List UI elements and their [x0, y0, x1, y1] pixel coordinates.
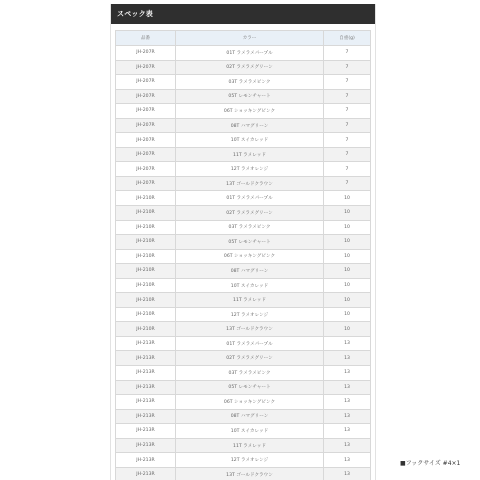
- table-row: [116, 249, 371, 264]
- cell-weight: 10: [324, 235, 371, 250]
- cell-weight: 7: [324, 176, 371, 191]
- cell-part-number: JH-207R: [116, 147, 176, 162]
- cell-part-number: JH-207R: [116, 104, 176, 119]
- cell-color: 03T ラメラメピンク: [176, 75, 324, 90]
- cell-color: 03T ラメラメピンク: [176, 366, 324, 381]
- cell-weight: 10: [324, 206, 371, 221]
- cell-part-number: JH-210R: [116, 235, 176, 250]
- table-row: [116, 438, 371, 453]
- cell-weight: 13: [324, 336, 371, 351]
- cell-part-number: JH-207R: [116, 60, 176, 75]
- cell-part-number: JH-210R: [116, 307, 176, 322]
- cell-color: 10T スイカレッド: [176, 278, 324, 293]
- cell-part-number: JH-213R: [116, 395, 176, 410]
- cell-weight: 10: [324, 220, 371, 235]
- table-row: [116, 380, 371, 395]
- cell-part-number: JH-207R: [116, 89, 176, 104]
- cell-color: 12T ラメオレンジ: [176, 162, 324, 177]
- cell-color: 13T ゴールドクラウン: [176, 322, 324, 337]
- cell-weight: 7: [324, 75, 371, 90]
- table-row: [116, 351, 371, 366]
- cell-part-number: JH-213R: [116, 336, 176, 351]
- cell-color: 06T ショッキングピンク: [176, 104, 324, 119]
- table-row: [116, 89, 371, 104]
- cell-weight: 7: [324, 133, 371, 148]
- cell-color: 08T ハマグリーン: [176, 409, 324, 424]
- cell-weight: 13: [324, 409, 371, 424]
- cell-part-number: JH-210R: [116, 264, 176, 279]
- cell-weight: 7: [324, 162, 371, 177]
- cell-color: 13T ゴールドクラウン: [176, 467, 324, 480]
- table-row: [116, 162, 371, 177]
- table-row: [116, 336, 371, 351]
- cell-part-number: JH-210R: [116, 278, 176, 293]
- table-row: [116, 366, 371, 381]
- cell-color: 10T スイカレッド: [176, 133, 324, 148]
- cell-part-number: JH-213R: [116, 424, 176, 439]
- table-row: [116, 235, 371, 250]
- header-weight: 自重(g): [324, 31, 371, 46]
- table-row: [116, 60, 371, 75]
- cell-part-number: JH-207R: [116, 118, 176, 133]
- cell-weight: 13: [324, 366, 371, 381]
- cell-weight: 13: [324, 395, 371, 410]
- cell-weight: 13: [324, 351, 371, 366]
- cell-weight: 7: [324, 118, 371, 133]
- cell-color: 12T ラメオレンジ: [176, 307, 324, 322]
- cell-color: 08T ハマグリーン: [176, 118, 324, 133]
- table-row: [116, 467, 371, 480]
- table-row: [116, 220, 371, 235]
- table-row: [116, 118, 371, 133]
- cell-color: 02T ラメラメグリーン: [176, 60, 324, 75]
- cell-weight: 7: [324, 89, 371, 104]
- cell-part-number: JH-210R: [116, 322, 176, 337]
- cell-part-number: JH-210R: [116, 293, 176, 308]
- cell-color: 05T レモンチャート: [176, 380, 324, 395]
- cell-color: 13T ゴールドクラウン: [176, 176, 324, 191]
- cell-weight: 7: [324, 46, 371, 61]
- header-color: カラー: [176, 31, 324, 46]
- cell-weight: 10: [324, 322, 371, 337]
- cell-color: 01T ラメラメパープル: [176, 46, 324, 61]
- cell-color: 06T ショッキングピンク: [176, 395, 324, 410]
- cell-color: 11T ラメレッド: [176, 293, 324, 308]
- cell-color: 02T ラメラメグリーン: [176, 206, 324, 221]
- cell-weight: 7: [324, 104, 371, 119]
- cell-weight: 13: [324, 424, 371, 439]
- table-row: [116, 147, 371, 162]
- table-body: [116, 46, 371, 480]
- cell-weight: 7: [324, 60, 371, 75]
- table-row: [116, 75, 371, 90]
- table-row: [116, 176, 371, 191]
- cell-part-number: JH-210R: [116, 220, 176, 235]
- cell-part-number: JH-213R: [116, 366, 176, 381]
- cell-weight: 7: [324, 147, 371, 162]
- cell-weight: 10: [324, 293, 371, 308]
- spec-table: [115, 30, 371, 480]
- table-row: [116, 133, 371, 148]
- cell-weight: 10: [324, 264, 371, 279]
- cell-part-number: JH-213R: [116, 351, 176, 366]
- header-part-number: 品番: [116, 31, 176, 46]
- table-row: [116, 206, 371, 221]
- table-row: [116, 395, 371, 410]
- cell-weight: 10: [324, 249, 371, 264]
- cell-color: 05T レモンチャート: [176, 89, 324, 104]
- cell-color: 03T ラメラメピンク: [176, 220, 324, 235]
- table-row: [116, 293, 371, 308]
- cell-part-number: JH-210R: [116, 191, 176, 206]
- cell-color: 11T ラメレッド: [176, 438, 324, 453]
- cell-color: 12T ラメオレンジ: [176, 453, 324, 468]
- cell-part-number: JH-207R: [116, 46, 176, 61]
- table-row: [116, 104, 371, 119]
- cell-part-number: JH-207R: [116, 176, 176, 191]
- cell-weight: 13: [324, 438, 371, 453]
- table-row: [116, 307, 371, 322]
- table-row: [116, 453, 371, 468]
- table-row: [116, 409, 371, 424]
- table-row: [116, 46, 371, 61]
- cell-color: 02T ラメラメグリーン: [176, 351, 324, 366]
- cell-part-number: JH-210R: [116, 249, 176, 264]
- cell-part-number: JH-213R: [116, 453, 176, 468]
- cell-weight: 13: [324, 453, 371, 468]
- cell-color: 08T ハマグリーン: [176, 264, 324, 279]
- cell-weight: 10: [324, 307, 371, 322]
- table-row: [116, 278, 371, 293]
- table-row: [116, 424, 371, 439]
- spec-title: スペック表: [111, 4, 375, 24]
- hook-size-note: ■フックサイズ #4×1: [400, 460, 461, 467]
- cell-color: 06T ショッキングピンク: [176, 249, 324, 264]
- table-header-row: [116, 31, 371, 46]
- cell-part-number: JH-207R: [116, 133, 176, 148]
- cell-part-number: JH-207R: [116, 75, 176, 90]
- cell-color: 10T スイカレッド: [176, 424, 324, 439]
- cell-weight: 10: [324, 191, 371, 206]
- cell-part-number: JH-213R: [116, 438, 176, 453]
- cell-color: 01T ラメラメパープル: [176, 191, 324, 206]
- cell-color: 05T レモンチャート: [176, 235, 324, 250]
- cell-part-number: JH-210R: [116, 206, 176, 221]
- cell-part-number: JH-213R: [116, 467, 176, 480]
- cell-weight: 10: [324, 278, 371, 293]
- table-row: [116, 264, 371, 279]
- spec-panel: [110, 4, 376, 480]
- cell-color: 11T ラメレッド: [176, 147, 324, 162]
- table-row: [116, 191, 371, 206]
- cell-part-number: JH-213R: [116, 409, 176, 424]
- cell-part-number: JH-213R: [116, 380, 176, 395]
- cell-part-number: JH-207R: [116, 162, 176, 177]
- cell-color: 01T ラメラメパープル: [176, 336, 324, 351]
- table-row: [116, 322, 371, 337]
- cell-weight: 13: [324, 380, 371, 395]
- cell-weight: 13: [324, 467, 371, 480]
